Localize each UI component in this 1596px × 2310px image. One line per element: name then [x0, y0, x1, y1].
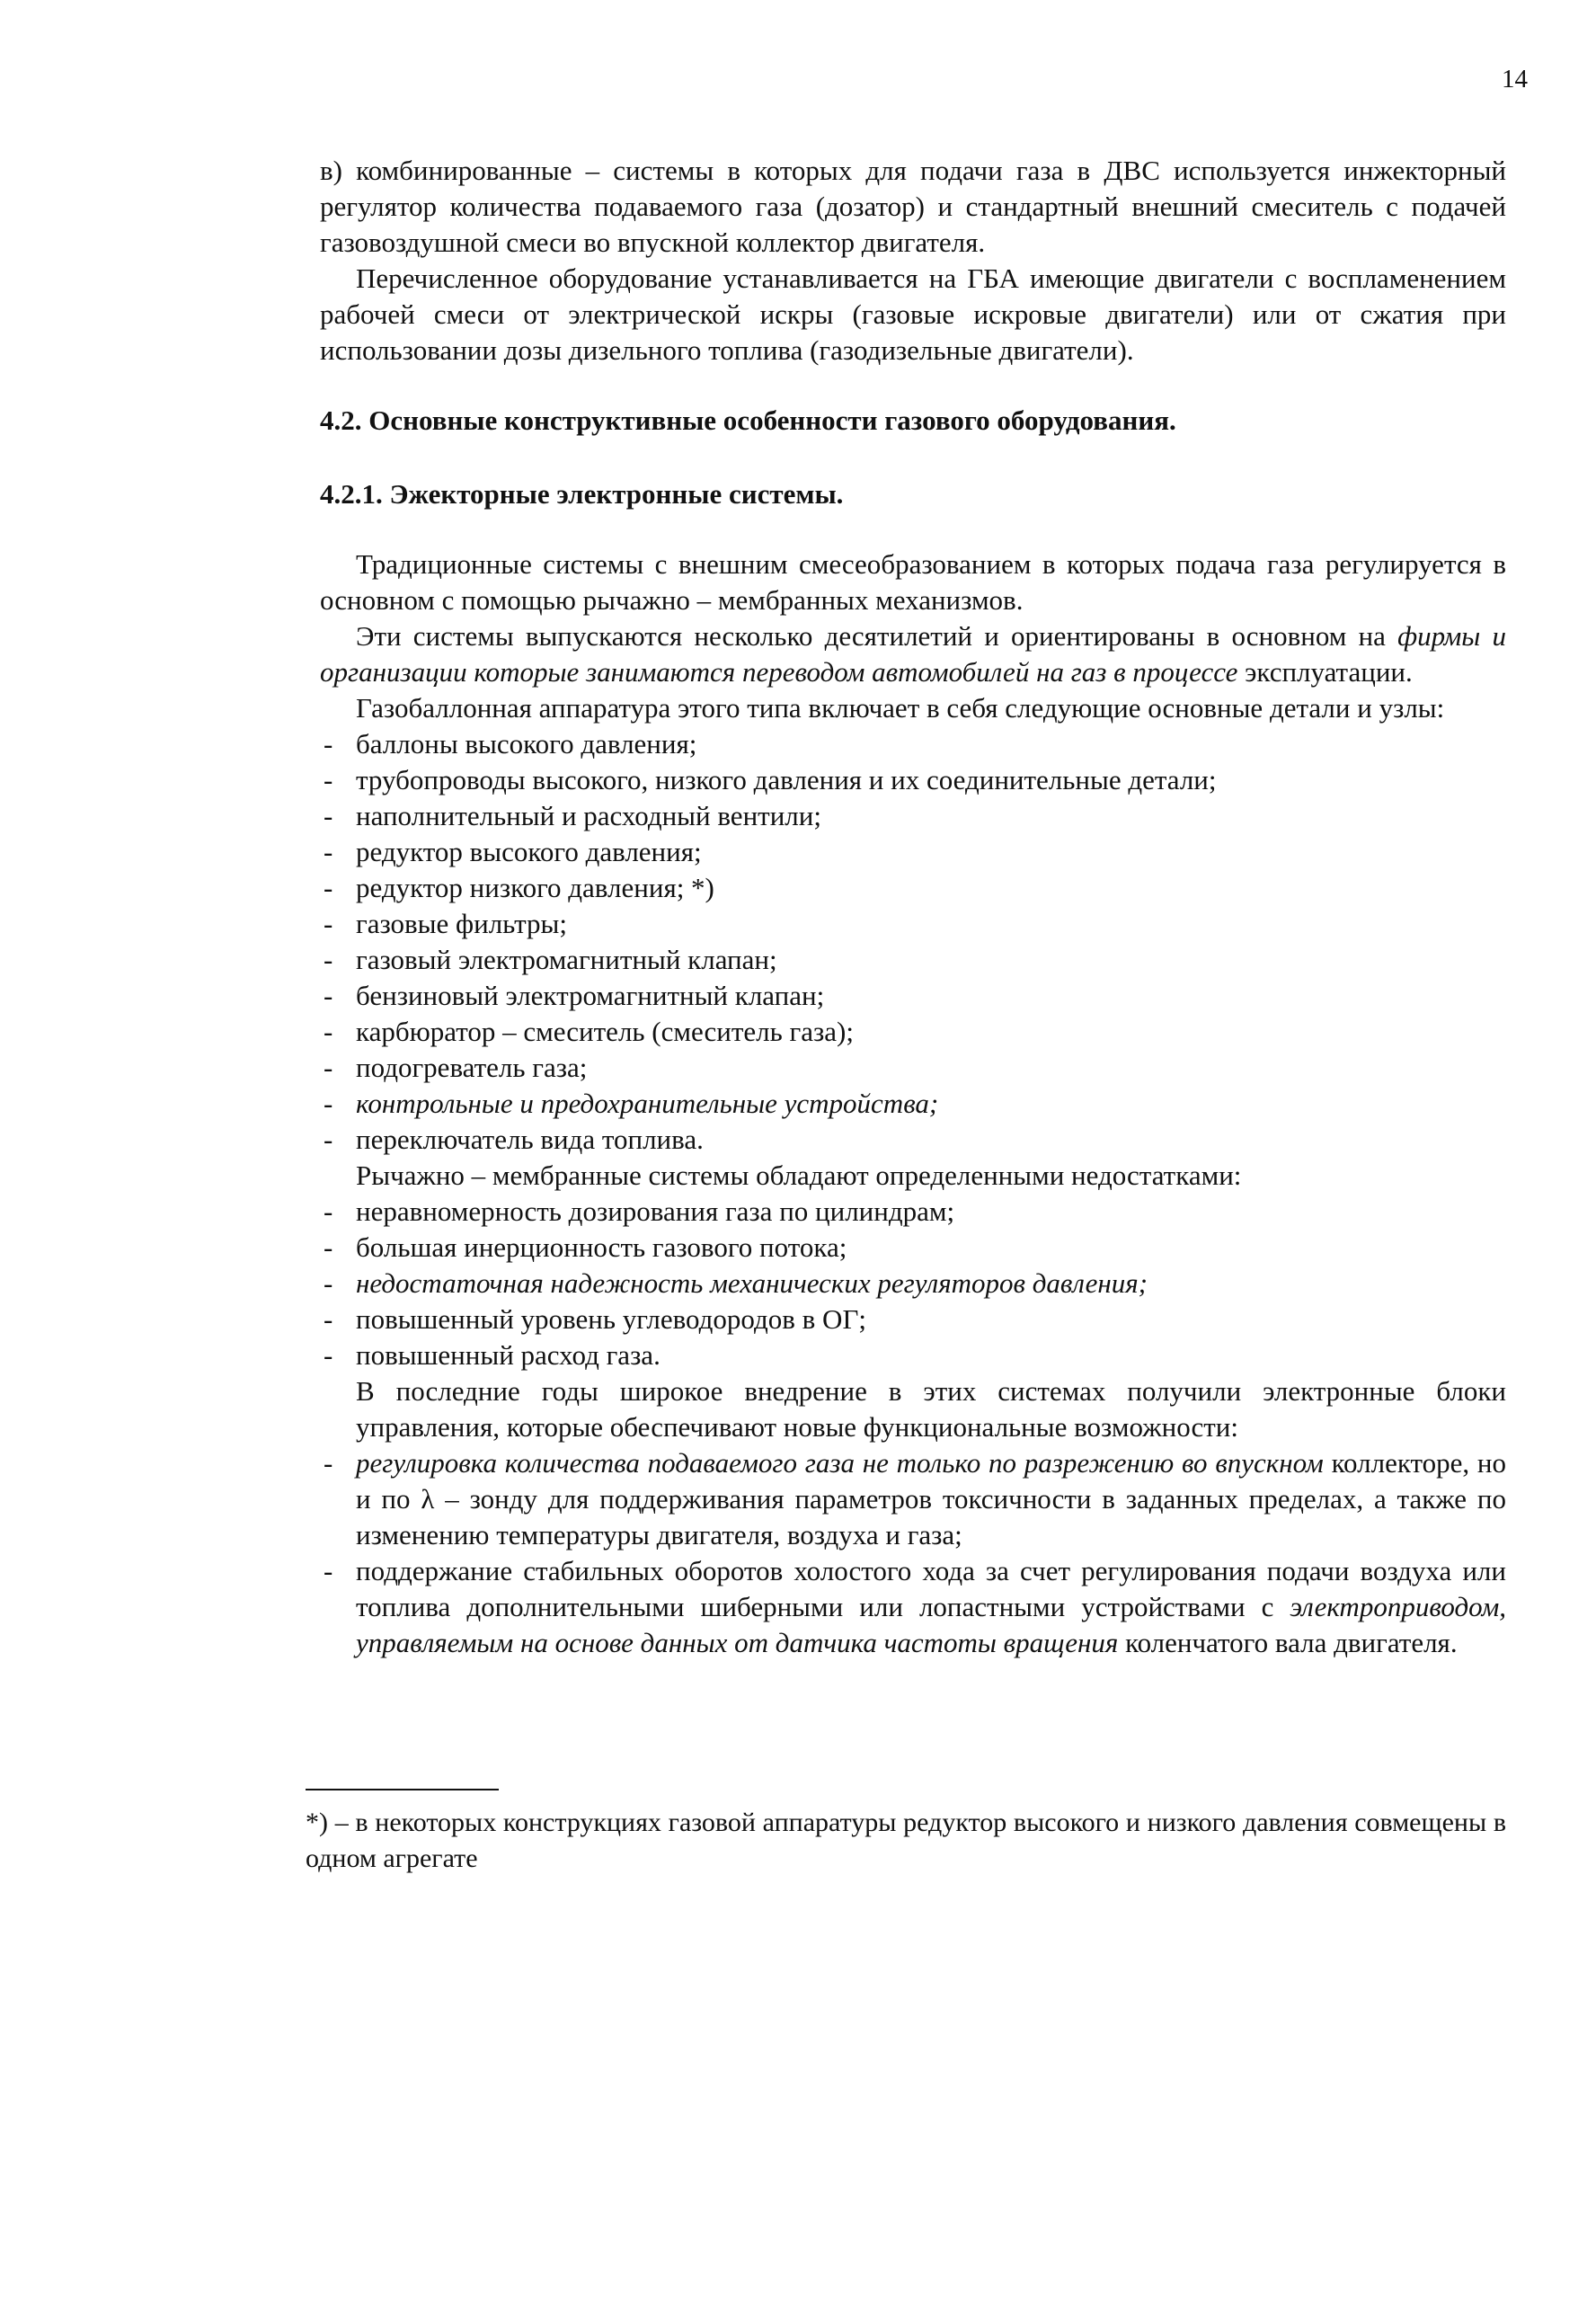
drawbacks-list	[320, 1194, 1506, 1373]
intro-paragraph-equipment: Перечисленное оборудование устанавливается на ГБА имеющие двигатели с воспламенением рабочей смеси от электрической искры (газовые искровые двигатели) или от сжатия при использовании дозы дизельного топлива (газодизельные двигатели).	[320, 262, 1506, 366]
paragraph-traditional-systems: Традиционные системы с внешним смесеобразованием в которых подача газа регулируется в основном с помощью рычажно – мембранных механизмов.	[320, 548, 1506, 616]
subsection-heading: 4.2.1. Эжекторные электронные системы.	[320, 478, 844, 510]
list-item: - трубопроводы высокого, низкого давления и их соединительные детали;	[320, 762, 1506, 798]
paragraph-components-intro: Газобаллонная аппаратура этого типа включает в себя следующие основные детали и узлы:	[356, 692, 1445, 724]
body-block	[320, 546, 1506, 1661]
text-run: поддержание стабильных оборотов холостого хода за счет регулирования подачи воздуха или топлива дополнительными шиберными или лопастными устройствами с	[356, 1555, 1506, 1622]
list-item: - переключатель вида топлива.	[320, 1122, 1506, 1158]
list-item: - контрольные и предохранительные устройства;	[320, 1086, 1506, 1122]
text-run: Эти системы выпускаются несколько десятилетий и ориентированы в основном на	[356, 620, 1398, 652]
text-run: коллекторе, но и по λ – зонду для поддерживания параметров токсичности в заданных пределах, а также по изменению температуры двигателя, воздуха и газа;	[356, 1447, 1507, 1550]
page-number: 14	[1502, 65, 1528, 93]
list-item: - подогреватель газа;	[320, 1050, 1506, 1086]
text-run: коленчатого вала двигателя.	[1118, 1627, 1458, 1658]
list-item: - редуктор высокого давления;	[320, 834, 1506, 870]
list-item: - баллоны высокого давления;	[320, 726, 1506, 762]
footnote-divider	[306, 1789, 499, 1790]
list-item	[320, 1445, 1506, 1553]
list-item: - неравномерность дозирования газа по цилиндрам;	[320, 1194, 1506, 1230]
list-item: - бензиновый электромагнитный клапан;	[320, 978, 1506, 1014]
section-heading-block	[320, 403, 1506, 439]
list-item: - повышенный уровень углеводородов в ОГ;	[320, 1302, 1506, 1337]
list-item: - карбюратор – смеситель (смеситель газа);	[320, 1014, 1506, 1050]
paragraph-drawbacks-intro: Рычажно – мембранные системы обладают определенными недостатками:	[356, 1159, 1242, 1191]
components-list	[320, 726, 1506, 1158]
list-item	[320, 1553, 1506, 1661]
paragraph-systems-history	[320, 618, 1506, 690]
intro-paragraph-combined: в) комбинированные – системы в которых для подачи газа в ДВС используется инжекторный регулятор количества подаваемого газа (дозатор) и стандартный внешний смеситель с подачей газовоздушной смеси во впускной коллектор двигателя.	[320, 155, 1506, 258]
text-run-italic: регулировка количества подаваемого газа не только по разрежению во впускном	[356, 1447, 1324, 1479]
text-run: эксплуатации.	[1237, 656, 1413, 688]
list-item: - редуктор низкого давления; *)	[320, 870, 1506, 906]
list-item: - большая инерционность газового потока;	[320, 1230, 1506, 1266]
list-item: - повышенный расход газа.	[320, 1337, 1506, 1373]
footnote: *) – в некоторых конструкциях газовой аппаратуры редуктор высокого и низкого давления совмещены в одном агрегате	[306, 1808, 1506, 1873]
subsection-heading-block	[320, 476, 1506, 512]
text-run-italic: электроприводом, управляемым на основе данных от датчика частоты вращения	[356, 1591, 1506, 1658]
section-heading: 4.2. Основные конструктивные особенности газового оборудования.	[320, 404, 1176, 436]
list-item: - газовые фильтры;	[320, 906, 1506, 942]
text-run-italic: фирмы и организации которые занимаются переводом автомобилей на газ в процессе	[320, 620, 1506, 688]
list-item: - недостаточная надежность механических регуляторов давления;	[320, 1266, 1506, 1302]
list-item: - наполнительный и расходный вентили;	[320, 798, 1506, 834]
intro-block	[320, 153, 1506, 369]
list-item: - газовый электромагнитный клапан;	[320, 942, 1506, 978]
paragraph-features-intro: В последние годы широкое внедрение в этих системах получили электронные блоки управления, которые обеспечивают новые функциональные возможности:	[356, 1375, 1506, 1443]
features-list	[320, 1445, 1506, 1661]
